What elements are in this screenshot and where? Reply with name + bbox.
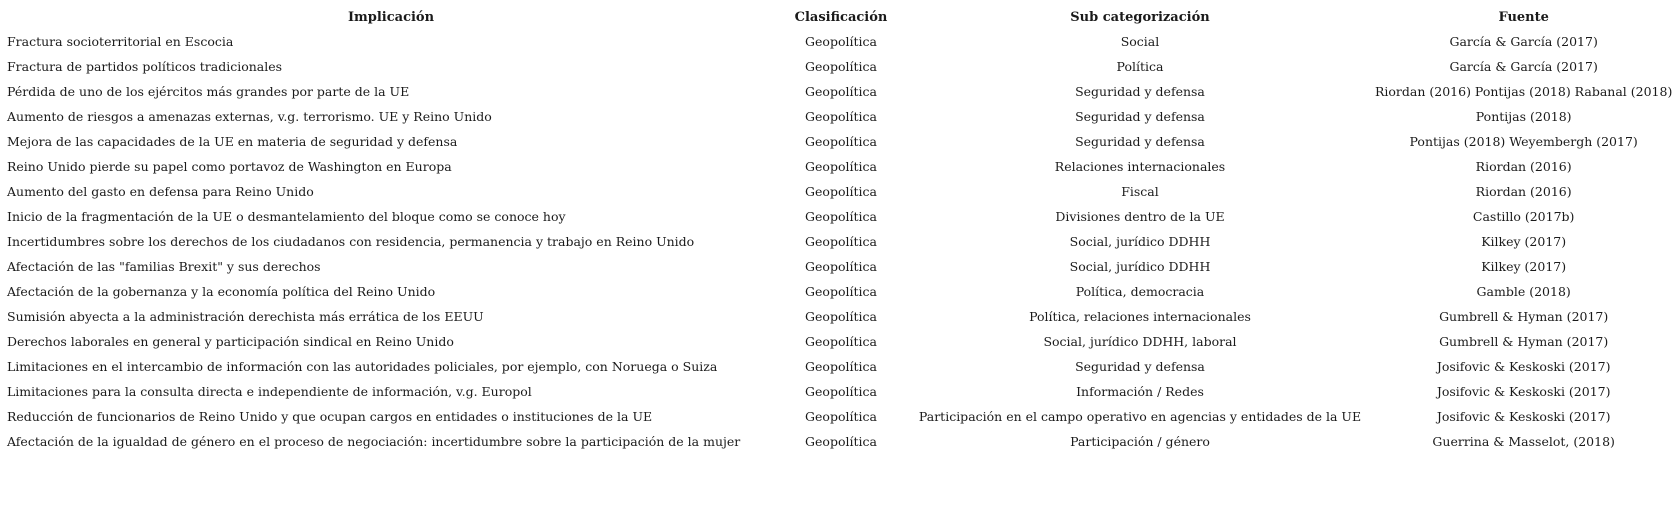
sub-categorizacion-cell: Social, jurídico DDHH, laboral — [1043, 334, 1237, 349]
fuente-cell: Riordan (2016) — [1475, 159, 1572, 174]
table-row — [5, 279, 1672, 304]
sub-categorizacion-cell: Seguridad y defensa — [1075, 359, 1205, 374]
sub-categorizacion-cell: Participación en el campo operativo en agencias y entidades de la UE — [918, 409, 1362, 424]
fuente-cell: Gamble (2018) — [1476, 284, 1571, 299]
sub-categorizacion-cell: Divisiones dentro de la UE — [1055, 209, 1225, 224]
fuente-cell: Riordan (2016) Pontijas (2018) Rabanal (2018) — [1375, 84, 1673, 99]
clasificacion-cell: Geopolítica — [805, 309, 877, 324]
clasificacion-cell: Geopolítica — [805, 109, 877, 124]
header-clasificacion: Clasificación — [794, 9, 888, 25]
sub-categorizacion-cell: Política — [1116, 59, 1164, 74]
sub-categorizacion-cell: Participación / género — [1070, 434, 1210, 449]
clasificacion-cell: Geopolítica — [805, 59, 877, 74]
table-row — [5, 179, 1672, 204]
sub-categorizacion-cell: Social, jurídico DDHH — [1069, 234, 1211, 249]
implicacion-cell: Limitaciones para la consulta directa e independiente de información, v.g. Europol — [7, 384, 532, 399]
sub-categorizacion-cell: Seguridad y defensa — [1075, 109, 1205, 124]
table-row — [5, 404, 1672, 429]
table-row — [5, 154, 1672, 179]
fuente-cell: Josifovic & Keskoski (2017) — [1436, 384, 1611, 399]
fuente-cell: Castillo (2017b) — [1472, 209, 1575, 224]
fuente-cell: Pontijas (2018) Weyembergh (2017) — [1409, 134, 1638, 149]
table-row — [5, 104, 1672, 129]
sub-categorizacion-cell: Relaciones internacionales — [1054, 159, 1226, 174]
table-row — [5, 54, 1672, 79]
implicacion-cell: Limitaciones en el intercambio de información con las autoridades policiales, por ejemplo, con Noruega o Suiza — [7, 359, 718, 374]
implicacion-cell: Incertidumbres sobre los derechos de los ciudadanos con residencia, permanencia y trabajo en Reino Unido — [7, 234, 695, 249]
header-sub-categorizacion: Sub categorización — [1070, 9, 1210, 25]
implicacion-cell: Aumento de riesgos a amenazas externas, v.g. terrorismo. UE y Reino Unido — [7, 109, 492, 124]
table-row — [5, 29, 1672, 54]
clasificacion-cell: Geopolítica — [805, 259, 877, 274]
fuente-cell: Gumbrell & Hyman (2017) — [1439, 334, 1609, 349]
implicacion-cell: Aumento del gasto en defensa para Reino Unido — [7, 184, 314, 199]
sub-categorizacion-cell: Información / Redes — [1076, 384, 1204, 399]
implications-table — [5, 5, 1672, 454]
clasificacion-cell: Geopolítica — [805, 384, 877, 399]
table-row — [5, 304, 1672, 329]
clasificacion-cell: Geopolítica — [805, 434, 877, 449]
implicacion-cell: Reino Unido pierde su papel como portavoz de Washington en Europa — [7, 159, 452, 174]
clasificacion-cell: Geopolítica — [805, 134, 877, 149]
implicacion-cell: Mejora de las capacidades de la UE en materia de seguridad y defensa — [7, 134, 458, 149]
sub-categorizacion-cell: Fiscal — [1121, 184, 1159, 199]
clasificacion-cell: Geopolítica — [805, 184, 877, 199]
table-row — [5, 129, 1672, 154]
fuente-cell: Guerrina & Masselot, (2018) — [1432, 434, 1615, 449]
clasificacion-cell: Geopolítica — [805, 34, 877, 49]
fuente-cell: García & García (2017) — [1449, 59, 1598, 74]
header-row — [5, 5, 1672, 29]
header-implicacion: Implicación — [347, 9, 435, 25]
table-row — [5, 79, 1672, 104]
table-row — [5, 429, 1672, 454]
table-row — [5, 204, 1672, 229]
fuente-cell: Josifovic & Keskoski (2017) — [1436, 409, 1611, 424]
fuente-cell: Kilkey (2017) — [1481, 234, 1567, 249]
implicacion-cell: Afectación de la igualdad de género en el proceso de negociación: incertidumbre sobre la participación de la mujer — [7, 434, 741, 449]
implicacion-cell: Derechos laborales en general y participación sindical en Reino Unido — [7, 334, 454, 349]
clasificacion-cell: Geopolítica — [805, 84, 877, 99]
implicacion-cell: Afectación de las "familias Brexit" y sus derechos — [7, 259, 321, 274]
sub-categorizacion-cell: Social — [1120, 34, 1160, 49]
fuente-cell: Gumbrell & Hyman (2017) — [1439, 309, 1609, 324]
sub-categorizacion-cell: Política, democracia — [1075, 284, 1205, 299]
table-body — [5, 29, 1672, 454]
clasificacion-cell: Geopolítica — [805, 334, 877, 349]
clasificacion-cell: Geopolítica — [805, 359, 877, 374]
clasificacion-cell: Geopolítica — [805, 234, 877, 249]
table-header — [5, 5, 1672, 29]
clasificacion-cell: Geopolítica — [805, 159, 877, 174]
fuente-cell: Kilkey (2017) — [1481, 259, 1567, 274]
table-row — [5, 354, 1672, 379]
sub-categorizacion-cell: Política, relaciones internacionales — [1029, 309, 1251, 324]
implicacion-cell: Inicio de la fragmentación de la UE o desmantelamiento del bloque como se conoce hoy — [7, 209, 566, 224]
header-fuente: Fuente — [1498, 9, 1549, 25]
implicacion-cell: Afectación de la gobernanza y la economía política del Reino Unido — [7, 284, 436, 299]
fuente-cell: Pontijas (2018) — [1475, 109, 1572, 124]
implicacion-cell: Reducción de funcionarios de Reino Unido y que ocupan cargos en entidades o instituciones de la UE — [7, 409, 653, 424]
sub-categorizacion-cell: Social, jurídico DDHH — [1069, 259, 1211, 274]
fuente-cell: Josifovic & Keskoski (2017) — [1436, 359, 1611, 374]
implicacion-cell: Fractura de partidos políticos tradicionales — [7, 59, 283, 74]
table-row — [5, 254, 1672, 279]
fuente-cell: Riordan (2016) — [1475, 184, 1572, 199]
clasificacion-cell: Geopolítica — [805, 409, 877, 424]
clasificacion-cell: Geopolítica — [805, 209, 877, 224]
clasificacion-cell: Geopolítica — [805, 284, 877, 299]
implicacion-cell: Sumisión abyecta a la administración derechista más errática de los EEUU — [7, 309, 484, 324]
fuente-cell: García & García (2017) — [1449, 34, 1598, 49]
implicacion-cell: Pérdida de uno de los ejércitos más grandes por parte de la UE — [7, 84, 410, 99]
table-row — [5, 379, 1672, 404]
sub-categorizacion-cell: Seguridad y defensa — [1075, 84, 1205, 99]
implicacion-cell: Fractura socioterritorial en Escocia — [7, 34, 234, 49]
sub-categorizacion-cell: Seguridad y defensa — [1075, 134, 1205, 149]
table-row — [5, 329, 1672, 354]
table-row — [5, 229, 1672, 254]
